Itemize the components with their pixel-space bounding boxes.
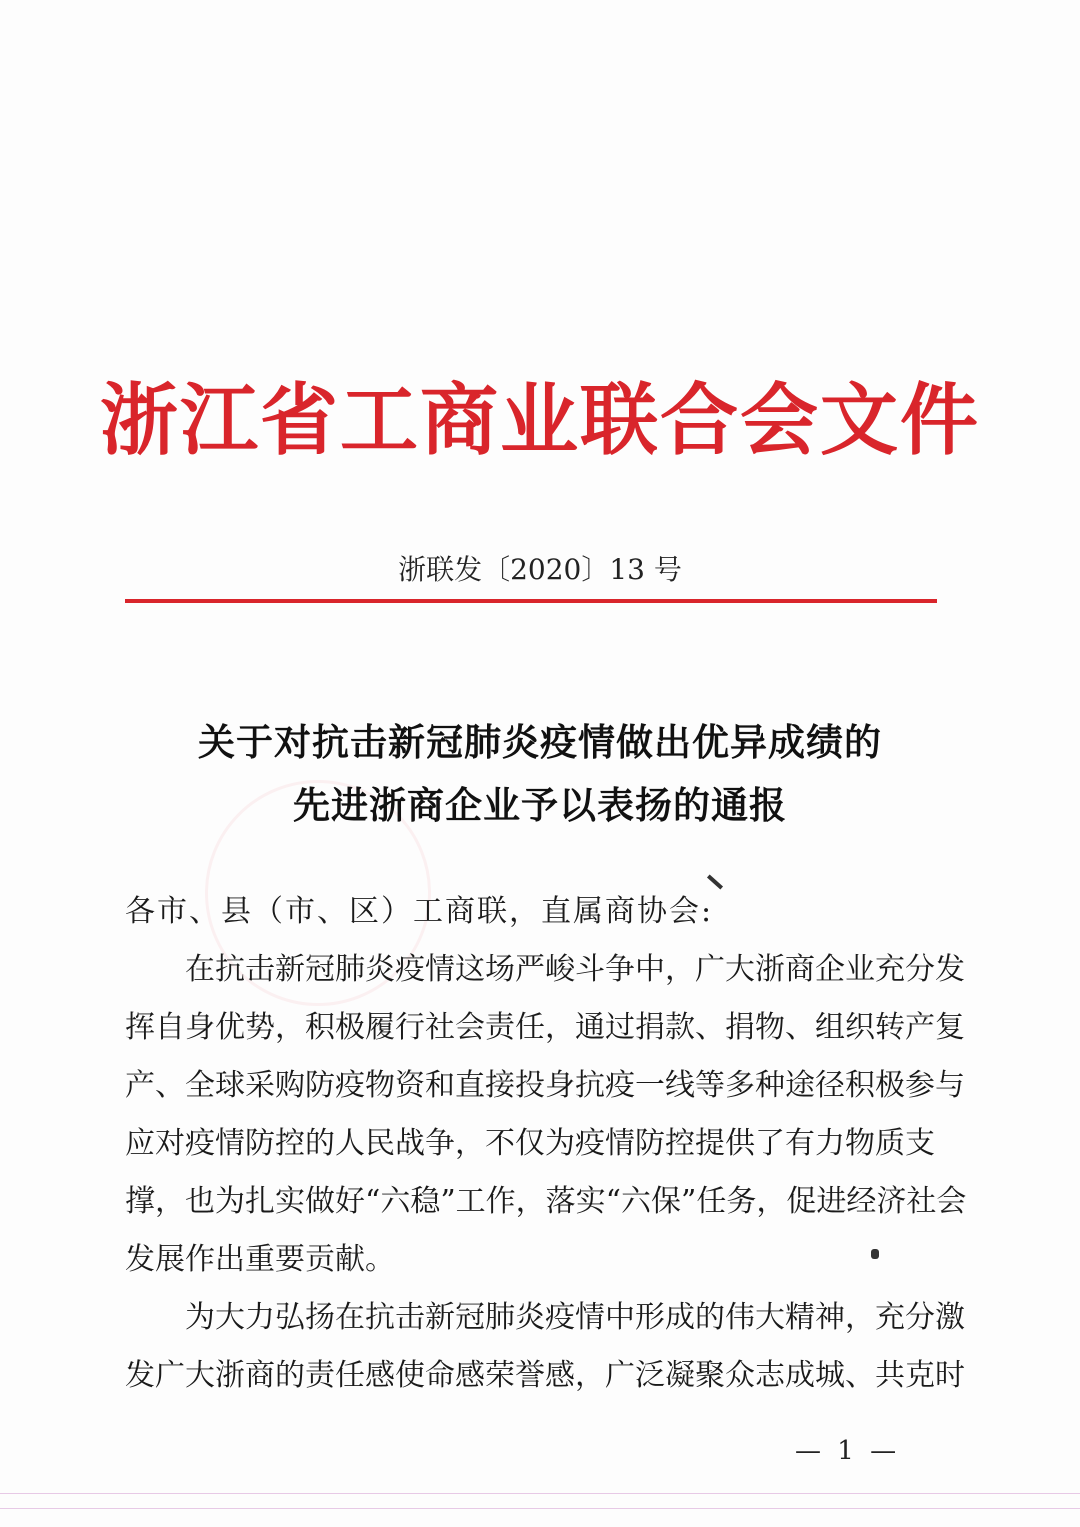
notice-title-line-1: 关于对抗击新冠肺炎疫情做出优异成绩的 bbox=[198, 720, 882, 764]
paragraph-1-line-6: 发展作出重要贡献。 bbox=[125, 1242, 395, 1277]
paragraph-2-line-1: 为大力弘扬在抗击新冠肺炎疫情中形成的伟大精神，充分激 bbox=[185, 1300, 965, 1335]
page-number: — 1 — bbox=[795, 1436, 901, 1466]
paragraph-1-line-3: 产、全球采购防疫物资和直接投身抗疫一线等多种途径积极参与 bbox=[125, 1068, 965, 1103]
paragraph-1-line-5: 撑，也为扎实做好“六稳”工作，落实“六保”任务，促进经济社会 bbox=[125, 1184, 967, 1219]
red-divider-rule bbox=[125, 599, 937, 603]
paragraph-1-line-1: 在抗击新冠肺炎疫情这场严峻斗争中，广大浙商企业充分发 bbox=[185, 952, 965, 987]
scan-edge-line bbox=[0, 1508, 1080, 1509]
ink-dot bbox=[871, 1249, 879, 1259]
salutation: 各市、县（市、区）工商联，直属商协会: bbox=[125, 894, 714, 929]
document-number: 浙联发〔2020〕13 号 bbox=[398, 553, 682, 586]
paragraph-1-line-4: 应对疫情防控的人民战争，不仅为疫情防控提供了有力物质支 bbox=[125, 1126, 935, 1161]
paragraph-1-line-2: 挥自身优势，积极履行社会责任，通过捐款、捐物、组织转产复 bbox=[125, 1010, 965, 1045]
scan-edge-line bbox=[0, 1493, 1080, 1494]
notice-title-line-2: 先进浙商企业予以表扬的通报 bbox=[293, 783, 787, 827]
issuer-header-title: 浙江省工商业联合会文件 bbox=[99, 375, 980, 466]
paragraph-2-line-2: 发广大浙商的责任感使命感荣誉感，广泛凝聚众志成城、共克时 bbox=[125, 1358, 965, 1393]
